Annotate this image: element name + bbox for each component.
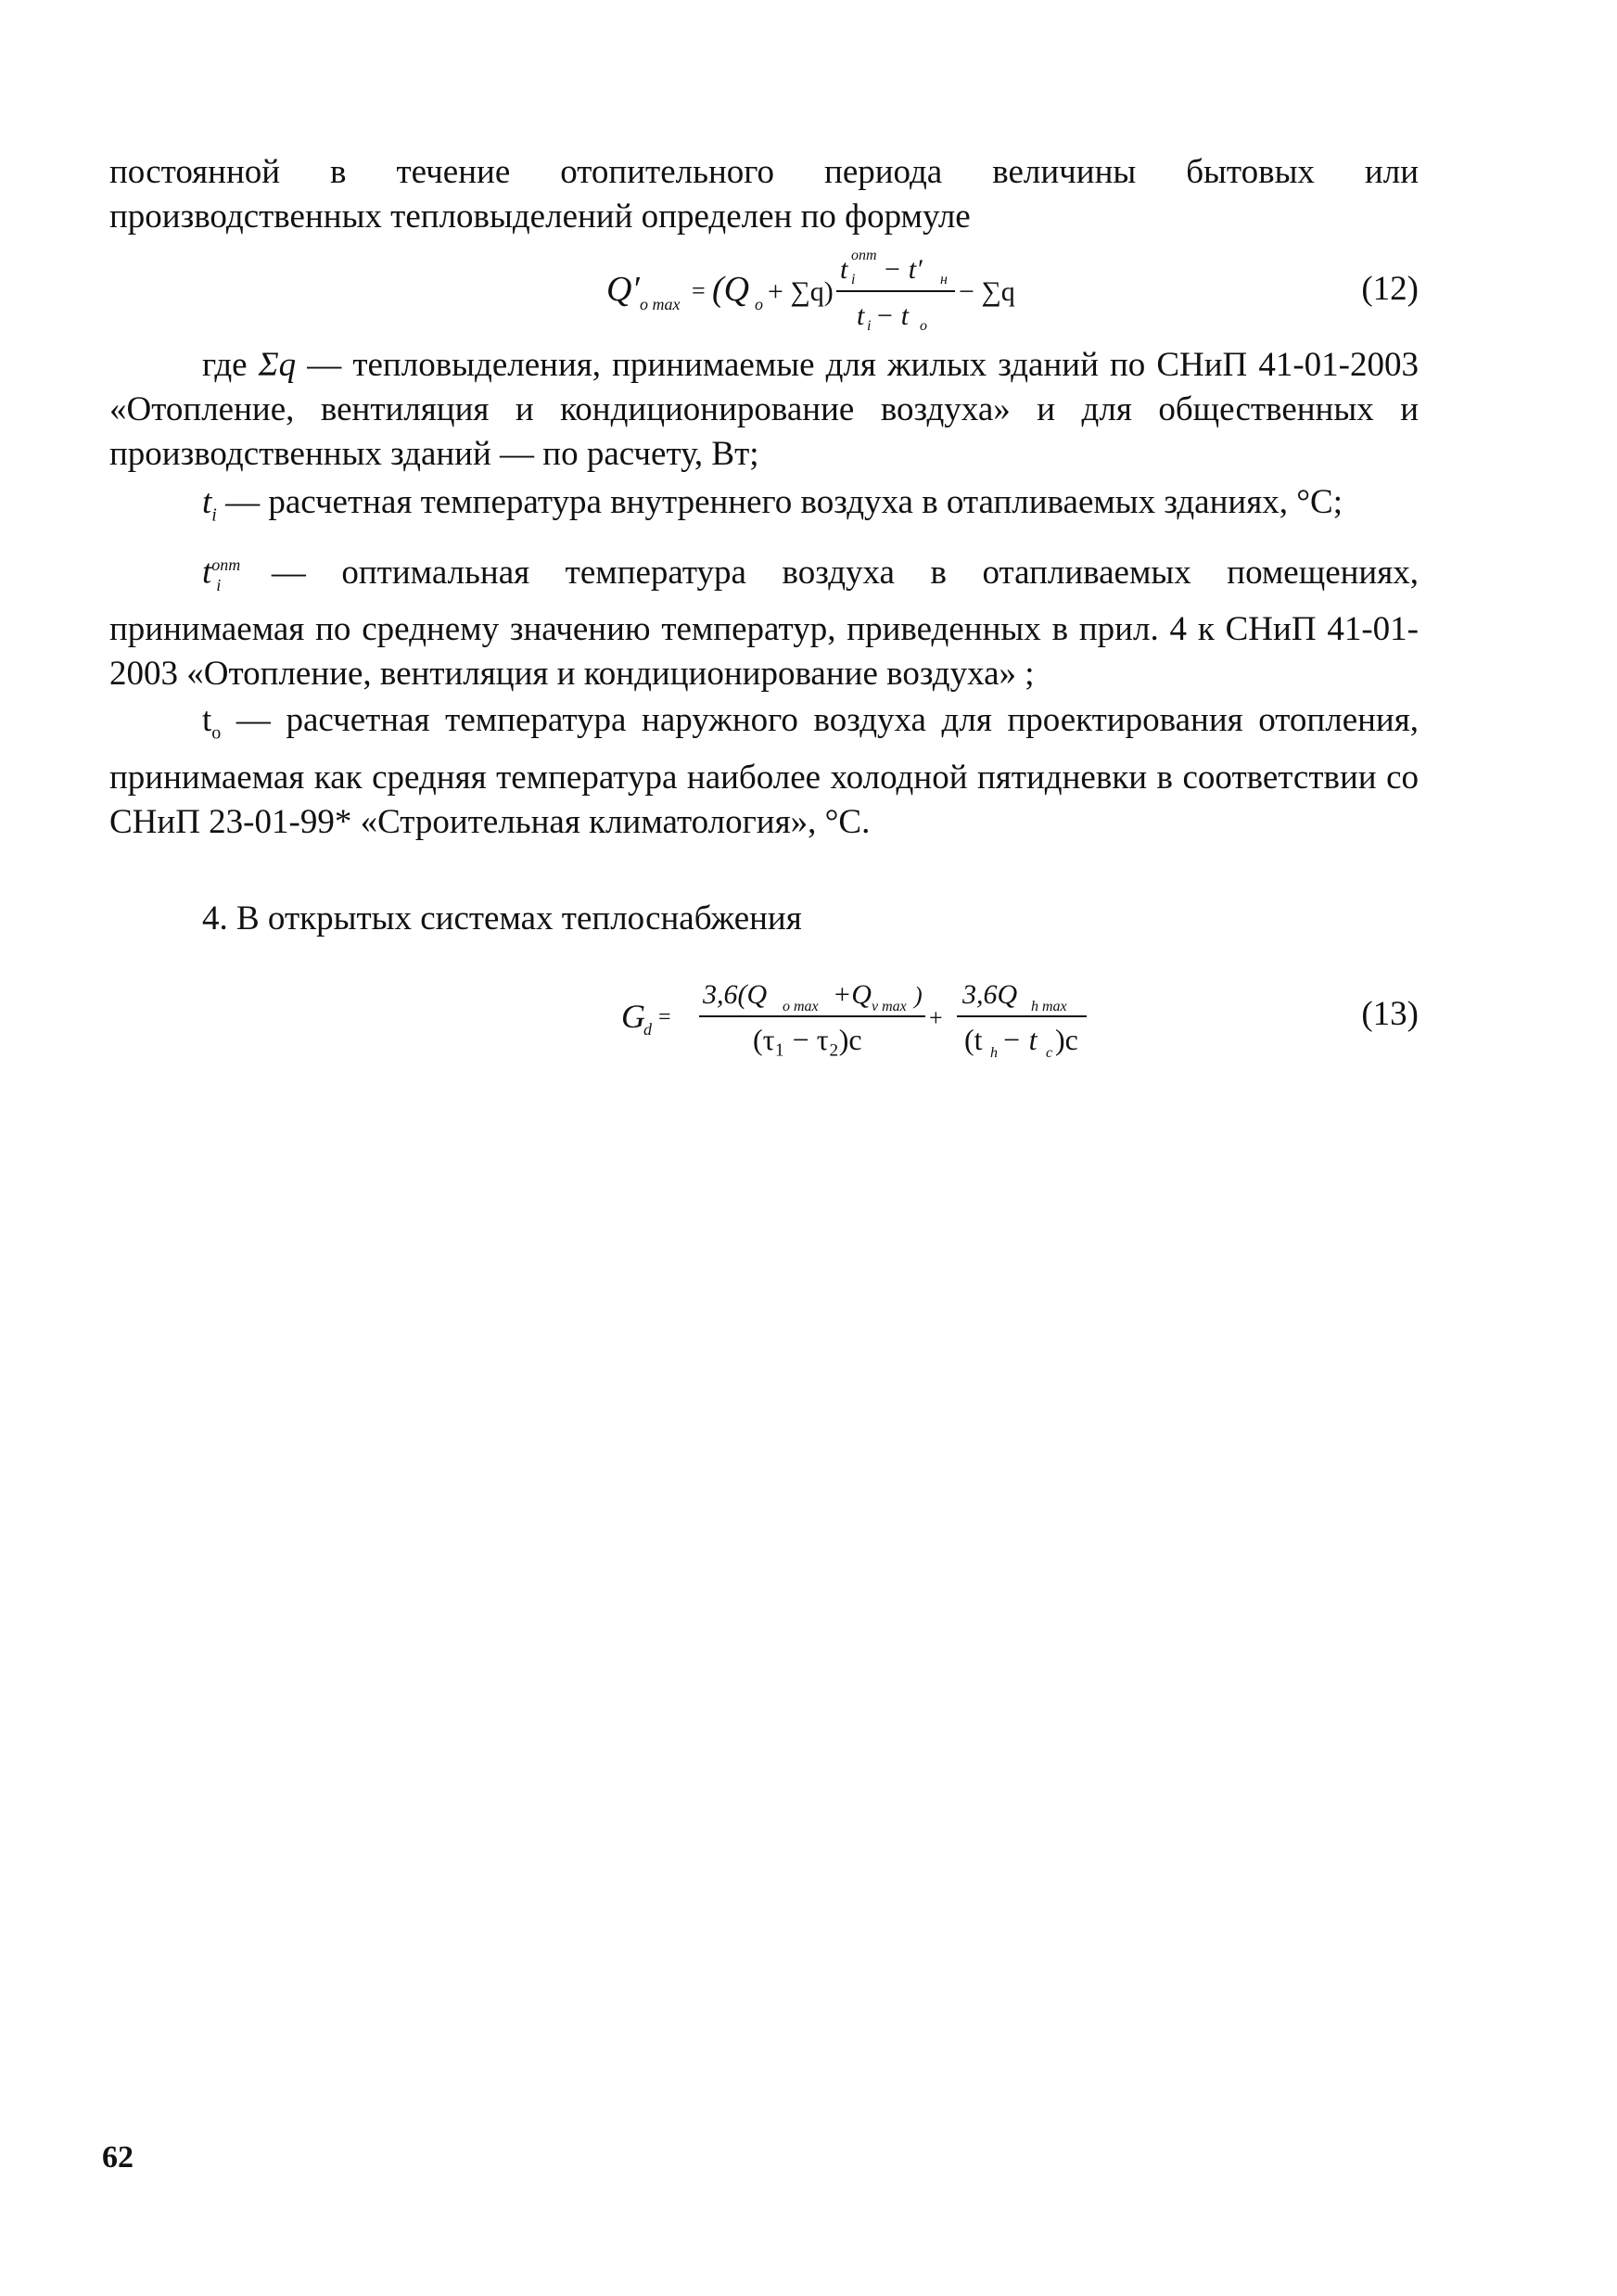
f13-f1-num-sub2: v max [872,999,907,1014]
sigma-q-text: — тепловыделения, принимаемые для жилых зданий по СНиП 41-01-2003 «Отопление, вентиляция и кондиционирование воздуха» и для общественных и производственных зданий — по расчету, Вт; [109,346,1419,473]
to-symbol: t [202,701,212,740]
ti-symbol: t [202,483,212,521]
intro-line-1: постоянной в течение отопительного периода величины бытовых или [109,153,1419,191]
topt-text: — оптимальная температура воздуха в отапливаемых помещениях, принимаемая по среднему значению температур, приведенных в прил. 4 к СНиП 41-01-2003 «Отопление, вентиляция и кондиционирование воздуха» ; [109,553,1419,694]
f12-den-sub: i [867,318,872,334]
sigma-q-symbol: Σq [258,346,297,384]
f13-f2-den-sub2: c [1046,1045,1053,1061]
page-number: 62 [102,2140,134,2175]
topt-symbol: t [202,553,212,592]
f12-tail: − ∑q [959,276,1015,307]
f13-plus: + [929,1004,943,1031]
to-subscript: o [211,722,222,744]
f12-eq: = [692,277,706,304]
intro-line-2: производственных тепловыделений определен по формуле [109,198,971,236]
f13-f1-num-pre: 3,6(Q [703,979,768,1010]
f13-f2-den-end: )c [1055,1023,1078,1056]
topt-definition [109,542,1419,696]
formula-12-svg [109,239,1419,341]
formula-13 [109,964,1419,1066]
f12-rhs-open-sub: o [755,295,763,313]
f13-f2-den-sub1: h [990,1045,998,1061]
f13-f1-num-sub1: o max [783,999,819,1014]
f12-lhs-sub: o max [640,295,681,313]
topt-subscript: i [216,576,222,595]
ti-text: — расчетная температура внутреннего воздуха в отапливаемых зданиях, °С; [216,483,1343,521]
definitions-block [109,343,1419,941]
f12-den: t [857,300,865,331]
formula-12 [109,239,1419,341]
ti-definition [109,480,1419,537]
to-definition [109,698,1419,844]
f13-f1-num-mid: +Q [833,979,872,1010]
f13-f1-num-end: ) [914,982,923,1009]
f12-num-sub2: н [940,272,948,287]
f13-f2-num-pre: 3,6Q [962,979,1018,1010]
f13-number: (13) [1361,995,1419,1033]
f12-num-minus: − t′ [883,254,923,285]
formula-13-svg [109,964,1419,1066]
f12-rhs-sum: + ∑q) [768,276,834,307]
f12-num-sub: i [851,272,856,287]
sigma-q-definition [109,343,1419,477]
to-text: — расчетная температура наружного воздуха для проектирования отопления, принимаемая как средняя температура наиболее холодной пятидневки в соответствии со СНиП 23-01-99* «Строительная климатология», °С. [109,701,1419,841]
sigma-q-prefix: где [202,346,259,384]
f12-den-sub2: o [920,318,927,334]
f13-lhs-sub: d [643,1020,652,1039]
topt-superscript: опт [211,555,241,575]
f12-number: (12) [1361,270,1419,308]
section-4-heading: 4. В открытых системах теплоснабжения [202,899,802,938]
f13-f2-den-mid: − t [1001,1023,1038,1056]
f12-num-sup: опт [851,248,877,263]
f13-eq: = [658,1005,671,1029]
f13-f2-num-sub: h max [1031,999,1067,1014]
f12-lhs: Q′ [606,270,640,309]
f12-rhs-open: (Q [712,270,750,309]
f13-f2-den-pre: (t [964,1023,983,1056]
ti-subscript: i [211,504,217,526]
f12-den-minus: − t [875,300,910,331]
f12-num-t: t [840,254,848,285]
f13-lhs: G [621,998,645,1035]
f13-f1-den: (τ₁ − τ₂)c [753,1023,862,1056]
intro-paragraph [109,150,1419,239]
